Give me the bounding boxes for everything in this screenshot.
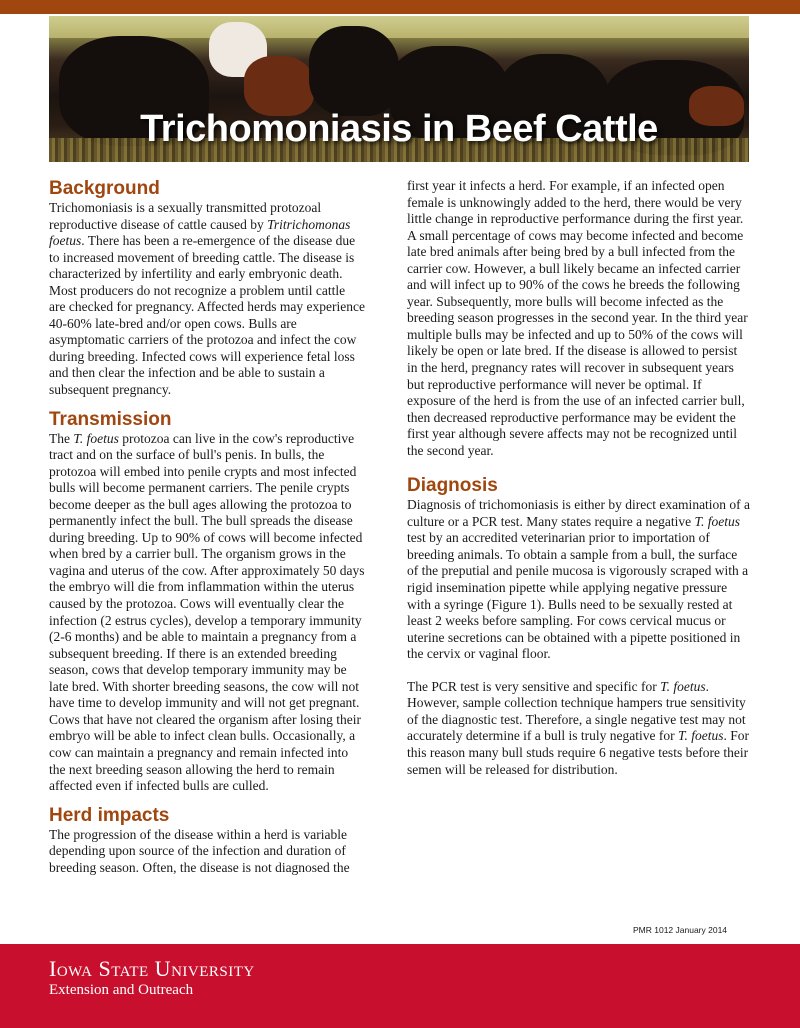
transmission-heading: Transmission [49,408,172,430]
diagnosis-paragraph-1: Diagnosis of trichomoniasis is either by direct examination of a culture or a PCR test. Many states require a negative T. foetus test by an accredited veterinarian prior to importation of breeding animals. To obtain a sample from a bull, the surface of the preputial and penile mucosa is vigorously scraped with a rigid insemination pipette while applying negative pressure with a syringe (Figure 1). Bulls need to be sexually rested at least 2 weeks before sampling. For cows cervical mucus or uterine secretions can be obtained with a pipette positioned in the cervix or vaginal floor. [407,497,751,662]
herd-impacts-paragraph-continued: first year it infects a herd. For example, if an infected open female is unknowingly added to the herd, there would be very little change in reproductive performance during the first year. A small percentage of cows may become infected and become late bred animals after being bred by a bull infected from the carrier cow. However, a bull likely became an infected carrier and will infect up to 90% of the cows he breeds the following year. Subsequently, more bulls will become infected as the breeding season progresses in the second year. In the third year multiple bulls may be infected and up to 50% of the cows will likely be open or late bred. If the disease is allowed to persist in the herd, pregnancy rates will recover in subsequent years but reproductive performance will never be optimal. If exposure of the herd is from the use of an infected carrier bull, then decreased reproductive performance may be evident the first year although severe affects may not be recognized until the second year. [407,178,748,458]
header-photo [49,16,749,162]
diagnosis-paragraph-2: The PCR test is very sensitive and specific for T. foetus. However, sample collection technique hampers true sensitivity of the diagnostic test. Therefore, a single negative test may not accurately determine if a bull is truly negative for T. foetus. For this reason many bull studs require 6 negative tests before their semen will be released for distribution. [407,678,750,777]
background-heading: Background [49,178,160,199]
transmission-paragraph: The T. foetus protozoa can live in the cow's reproductive tract and on the surface of bull's penis. In bulls, the protozoa will embed into penile crypts and most infected bulls will become permanent carriers. The penile crypts become deeper as the bull ages allowing the protozoa to permanently infect the bull. The bull spreads the disease during breeding. Up to 90% of cows will become infected when bred by a carrier bull. The organism grows in the vagina and uterus of the cow. After approximately 50 days the embryo will die from inflammation within the uterus caused by the protozoa. Cows will eventually clear the infection (2 estrus cycles), develop a temporary immunity (2-6 months) and be able to maintain a pregnancy from a subsequent breeding. If there is an extended breeding season, cows that develop temporary immunity may be late bred. With shorter breeding seasons, the cow will not have time to develop immunity and will not get pregnant. Cows that have not cleared the organism after losing their embryo will be able to infect clean bulls. Occasionally, a cow can maintain a pregnancy and remain infected into the next breeding season allowing the herd to remain affected even if infected bulls are culled. [49,430,365,794]
cow-icon [309,26,399,116]
diagnosis-heading: Diagnosis [407,475,498,497]
university-logo-text: Iowa State University [49,956,255,981]
top-rule [0,0,800,14]
background-paragraph: Trichomoniasis is a sexually transmitted protozoal reproductive disease of cattle caused by Tritrichomonas foetus. There has been a re-emergence of the disease due to increased movement of breeding cattle. The disease is characterized by infertility and early embryonic death. Most producers do not recognize a problem until cattle are checked for pregnancy. Affected herds may experience 40-60% late-bred and/or open cows. Bulls are asymptomatic carriers of the protozoa and infect the cow during breeding. Infected cows will experience fetal loss and then clear the infection and be able to sustain a subsequent pregnancy. [49,200,365,398]
publication-code: PMR 1012 January 2014 [633,925,728,935]
herd-impacts-heading: Herd impacts [49,804,170,826]
right-column [407,178,751,778]
extension-label: Extension and Outreach [49,982,194,998]
herd-impacts-paragraph-start: The progression of the disease within a herd is variable depending upon source of the infection and duration of breeding season. Often, the disease is not diagnosed the [49,826,350,875]
cow-icon [244,56,314,116]
footer-bar [0,944,800,1028]
field-background [49,16,749,38]
left-column [49,174,365,876]
page-title: Trichomoniasis in Beef Cattle [140,108,658,150]
